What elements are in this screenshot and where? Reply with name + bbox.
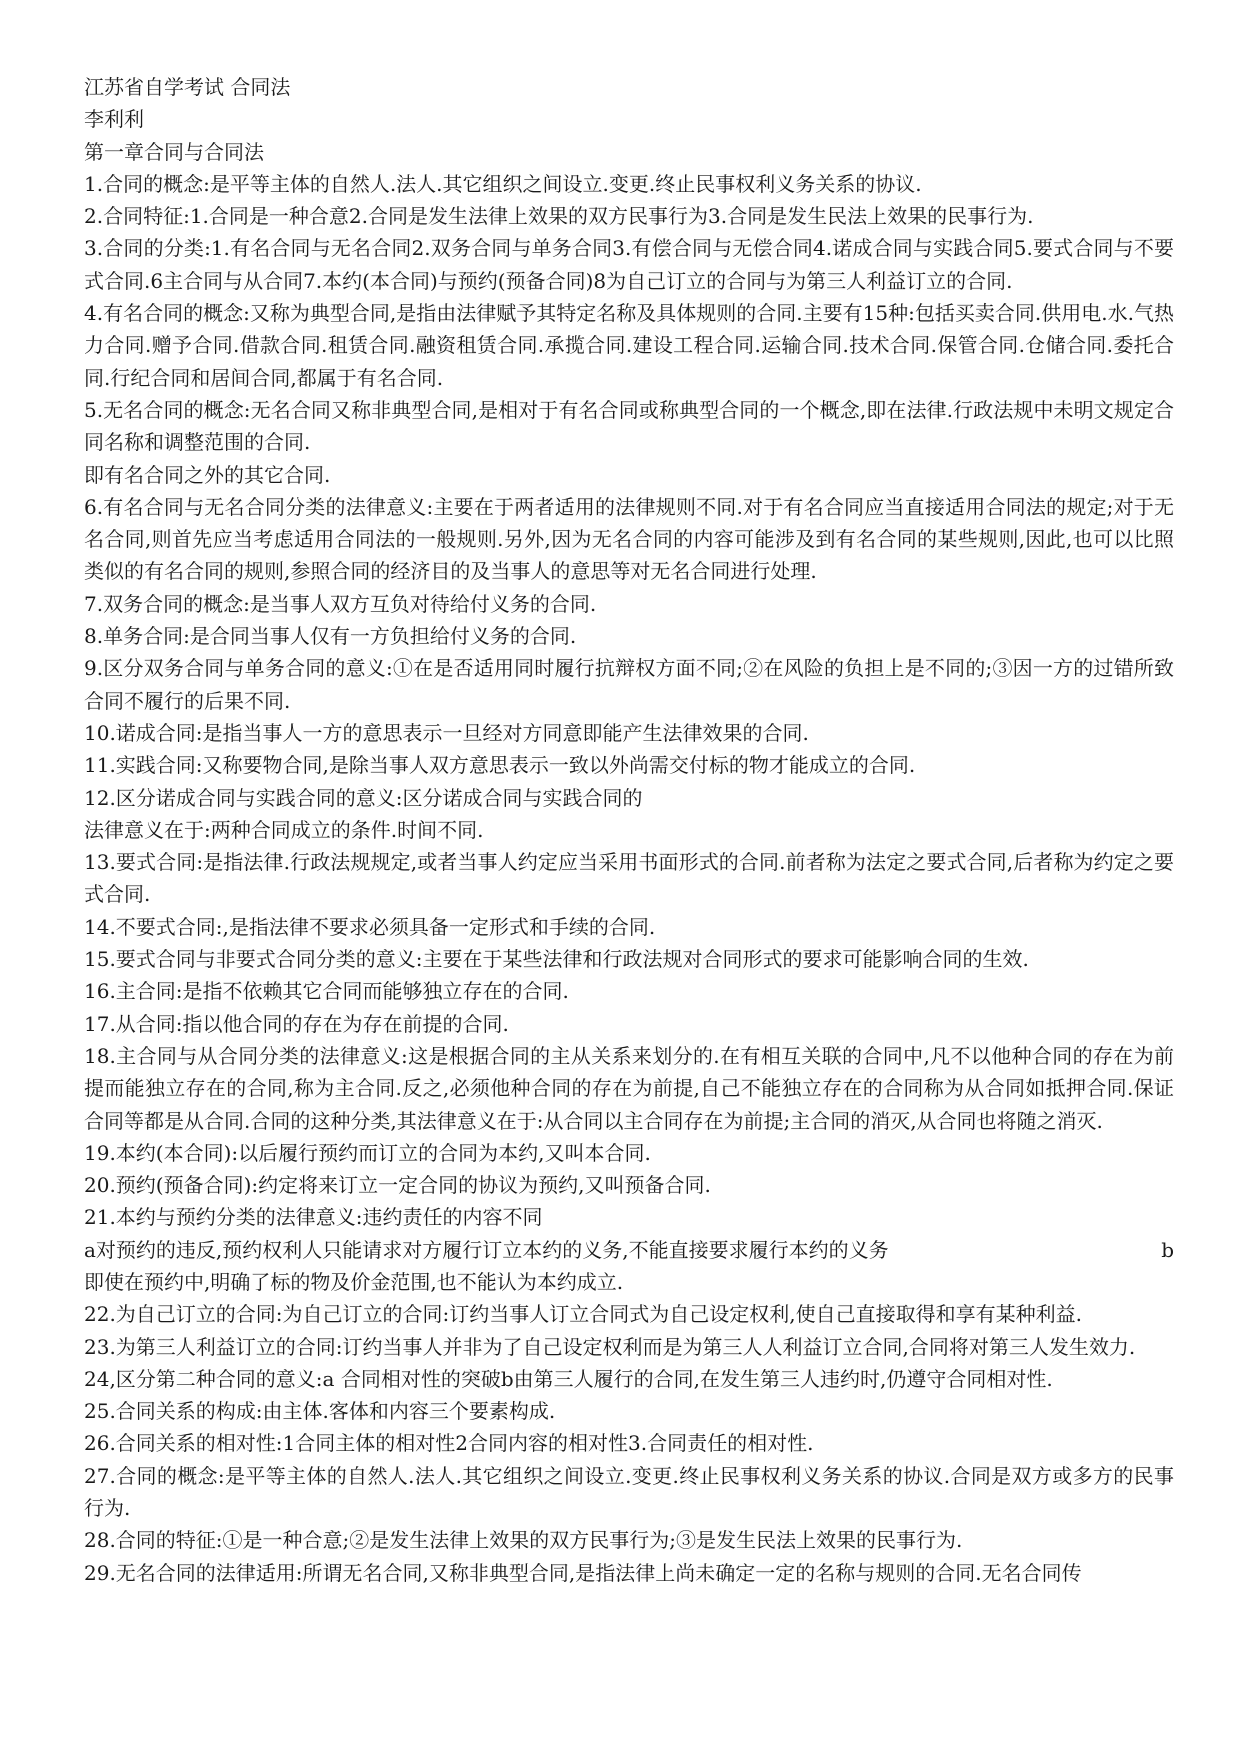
paragraph: 13.要式合同:是指法律.行政法规规定,或者当事人约定应当采用书面形式的合同.前者称为法定之要式合同,后者称为约定之要式合同.	[84, 850, 1174, 907]
paragraph: 即有名合同之外的其它合同.	[84, 462, 331, 487]
paragraph: 28.合同的特征:①是一种合意;②是发生法律上效果的双方民事行为;③是发生民法上效果的民事行为.	[84, 1528, 963, 1553]
paragraph: 2.合同特征:1.合同是一种合意2.合同是发生法律上效果的双方民事行为3.合同是发生民法上效果的民事行为.	[84, 204, 1034, 229]
chapter-heading: 第一章合同与合同法	[84, 139, 264, 164]
paragraph: 24,区分第二种合同的意义:a 合同相对性的突破b由第三人履行的合同,在发生第三人违约时,仍遵守合同相对性.	[84, 1366, 1053, 1391]
paragraph: 21.本约与预约分类的法律意义:违约责任的内容不同	[84, 1205, 543, 1230]
paragraph: 9.区分双务合同与单务合同的意义:①在是否适用同时履行抗辩权方面不同;②在风险的负担上是不同的;③因一方的过错所致合同不履行的后果不同.	[84, 656, 1174, 713]
split-line-left: a对预约的违反,预约权利人只能请求对方履行订立本约的义务,不能直接要求履行本约的义务	[84, 1237, 889, 1262]
document-title: 江苏省自学考试 合同法	[84, 75, 291, 99]
paragraph: 26.合同关系的相对性:1合同主体的相对性2合同内容的相对性3.合同责任的相对性.	[84, 1431, 814, 1456]
paragraph: 12.区分诺成合同与实践合同的意义:区分诺成合同与实践合同的	[84, 785, 643, 810]
paragraph: 10.诺成合同:是指当事人一方的意思表示一旦经对方同意即能产生法律效果的合同.	[84, 720, 809, 745]
paragraph: 22.为自己订立的合同:为自己订立的合同:订约当事人订立合同式为自己设定权利,使自己直接取得和享有某种利益.	[84, 1302, 1082, 1327]
paragraph-list-continued	[84, 1266, 1174, 1589]
paragraph: 5.无名合同的概念:无名合同又称非典型合同,是相对于有名合同或称典型合同的一个概念,即在法律.行政法规中未明文规定合同名称和调整范围的合同.	[84, 397, 1174, 455]
split-line	[84, 1234, 1174, 1266]
paragraph: 15.要式合同与非要式合同分类的意义:主要在于某些法律和行政法规对合同形式的要求可能影响合同的生效.	[84, 947, 1029, 972]
paragraph: 即使在预约中,明确了标的物及价金范围,也不能认为本约成立.	[84, 1269, 624, 1294]
paragraph: 3.合同的分类:1.有名合同与无名合同2.双务合同与单务合同3.有偿合同与无偿合同4.诺成合同与实践合同5.要式合同与不要式合同.6主合同与从合同7.本约(本合同)与预约(预备合同)8为自己订立的合同与为第三人利益订立的合同.	[84, 236, 1174, 293]
paragraph: 17.从合同:指以他合同的存在为存在前提的合同.	[84, 1011, 509, 1036]
paragraph: 1.合同的概念:是平等主体的自然人.法人.其它组织之间设立.变更.终止民事权利义务关系的协议.	[84, 171, 922, 196]
paragraph: 20.预约(预备合同):约定将来订立一定合同的协议为预约,又叫预备合同.	[84, 1173, 711, 1198]
split-line-right: b	[1161, 1237, 1174, 1262]
paragraph: 法律意义在于:两种合同成立的条件.时间不同.	[84, 817, 484, 842]
paragraph: 27.合同的概念:是平等主体的自然人.法人.其它组织之间设立.变更.终止民事权利义务关系的协议.合同是双方或多方的民事行为.	[84, 1463, 1174, 1521]
document-author: 李利利	[84, 107, 144, 132]
paragraph: 4.有名合同的概念:又称为典型合同,是指由法律赋予其特定名称及具体规则的合同.主要有15种:包括买卖合同.供用电.水.气热力合同.赠予合同.借款合同.租赁合同.融资租赁合同.承揽合同.建设工程合同.运输合同.技术合同.保管合同.仓储合同.委托合同.行纪合同和居间合同,都属于有名合同.	[84, 301, 1174, 390]
paragraph: 6.有名合同与无名合同分类的法律意义:主要在于两者适用的法律规则不同.对于有名合同应当直接适用合同法的规定;对于无名合同,则首先应当考虑适用合同法的一般规则.另外,因为无名合同的内容可能涉及到有名合同的某些规则,因此,也可以比照类似的有名合同的规则,参照合同的经济目的及当事人的意思等对无名合同进行处理.	[84, 494, 1174, 584]
paragraph: 8.单务合同:是合同当事人仅有一方负担给付义务的合同.	[84, 624, 577, 649]
paragraph: 23.为第三人利益订立的合同:订约当事人并非为了自己设定权利而是为第三人人利益订立合同,合同将对第三人发生效力.	[84, 1334, 1136, 1359]
paragraph: 18.主合同与从合同分类的法律意义:这是根据合同的主从关系来划分的.在有相互关联的合同中,凡不以他种合同的存在为前提而能独立存在的合同,称为主合同.反之,必须他种合同的存在为前提,自己不能独立存在的合同称为从合同如抵押合同.保证合同等都是从合同.合同的这种分类,其法律意义在于:从合同以主合同存在为前提;主合同的消灭,从合同也将随之消灭.	[84, 1043, 1174, 1133]
paragraph-list	[84, 168, 1174, 1234]
paragraph: 19.本约(本合同):以后履行预约而订立的合同为本约,又叫本合同.	[84, 1140, 651, 1165]
paragraph: 29.无名合同的法律适用:所谓无名合同,又称非典型合同,是指法律上尚未确定一定的名称与规则的合同.无名合同传	[84, 1560, 1082, 1585]
paragraph: 25.合同关系的构成:由主体.客体和内容三个要素构成.	[84, 1399, 556, 1424]
paragraph: 11.实践合同:又称要物合同,是除当事人双方意思表示一致以外尚需交付标的物才能成立的合同.	[84, 753, 916, 778]
paragraph: 14.不要式合同:,是指法律不要求必须具备一定形式和手续的合同.	[84, 914, 656, 939]
document-body	[84, 71, 1174, 1589]
paragraph: 7.双务合同的概念:是当事人双方互负对待给付义务的合同.	[84, 591, 597, 616]
paragraph: 16.主合同:是指不依赖其它合同而能够独立存在的合同.	[84, 979, 569, 1004]
